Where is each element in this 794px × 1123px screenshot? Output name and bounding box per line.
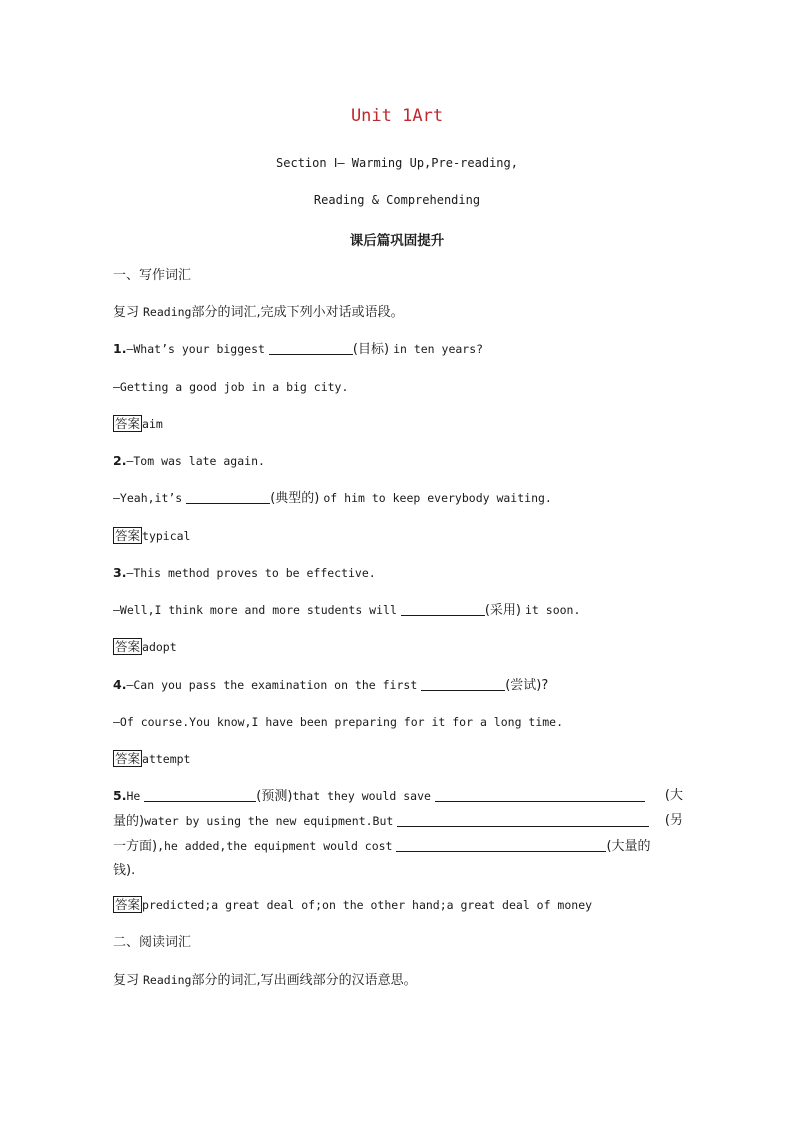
answer-badge: 答案: [115, 639, 141, 654]
section-subtitle-1: Section Ⅰ— Warming Up,Pre-reading,: [276, 156, 518, 170]
section1-instruction: 复习 Reading部分的词汇,完成下列小对话或语段。: [113, 305, 404, 320]
answer-blank[interactable]: [401, 602, 485, 616]
answer-blank[interactable]: [397, 813, 649, 827]
question-5: 5.He (预测)that they would save (大 量的)water by using the new equipment.But (另 一方面),he added,the equipment would cost (大量的 钱).: [113, 788, 683, 878]
question-3: 3.—This method proves to be effective.: [113, 565, 376, 580]
answer-text: predicted;a great deal of;on the other hand;a great deal of money: [142, 898, 593, 912]
section-subtitle-2: Reading & Comprehending: [313, 193, 481, 207]
question-4-reply: —Of course.You know,I have been preparing for it for a long time.: [113, 715, 564, 729]
answer-badge: 答案: [115, 416, 141, 431]
section1-title: 一、写作词汇: [113, 268, 192, 283]
answer-badge: 答案: [115, 897, 141, 912]
answer-5: [113, 893, 683, 917]
answer-text: aim: [142, 417, 163, 431]
answer-text: attempt: [142, 752, 191, 766]
answer-blank[interactable]: [435, 788, 645, 802]
unit-title: Unit 1Art: [350, 106, 444, 126]
answer-blank[interactable]: [269, 341, 353, 355]
section2-title: 二、阅读词汇: [113, 935, 192, 950]
section2-instruction: 复习 Reading部分的词汇,写出画线部分的汉语意思。: [113, 973, 417, 988]
answer-4: [113, 747, 683, 771]
question-3-reply: —Well,I think more and more students will (采用) it soon.: [113, 603, 581, 618]
question-2: 2.—Tom was late again.: [113, 453, 265, 468]
answer-3: [113, 635, 683, 659]
question-1: 1.—What’s your biggest (目标) in ten years?: [113, 341, 484, 357]
question-4: 4.—Can you pass the examination on the first (尝试)?: [113, 677, 549, 693]
answer-1: [113, 412, 683, 436]
answer-badge: 答案: [115, 751, 141, 766]
answer-blank[interactable]: [144, 788, 256, 802]
question-1-reply: —Getting a good job in a big city.: [113, 380, 349, 394]
answer-text: adopt: [142, 640, 177, 654]
answer-blank[interactable]: [421, 677, 505, 691]
answer-text: typical: [142, 529, 191, 543]
answer-badge: 答案: [115, 528, 141, 543]
answer-blank[interactable]: [186, 490, 270, 504]
question-2-reply: —Yeah,it’s (典型的) of him to keep everybody waiting.: [113, 491, 552, 506]
exercise-heading: 课后篇巩固提升: [349, 233, 445, 249]
answer-blank[interactable]: [396, 838, 606, 852]
answer-2: [113, 524, 683, 548]
